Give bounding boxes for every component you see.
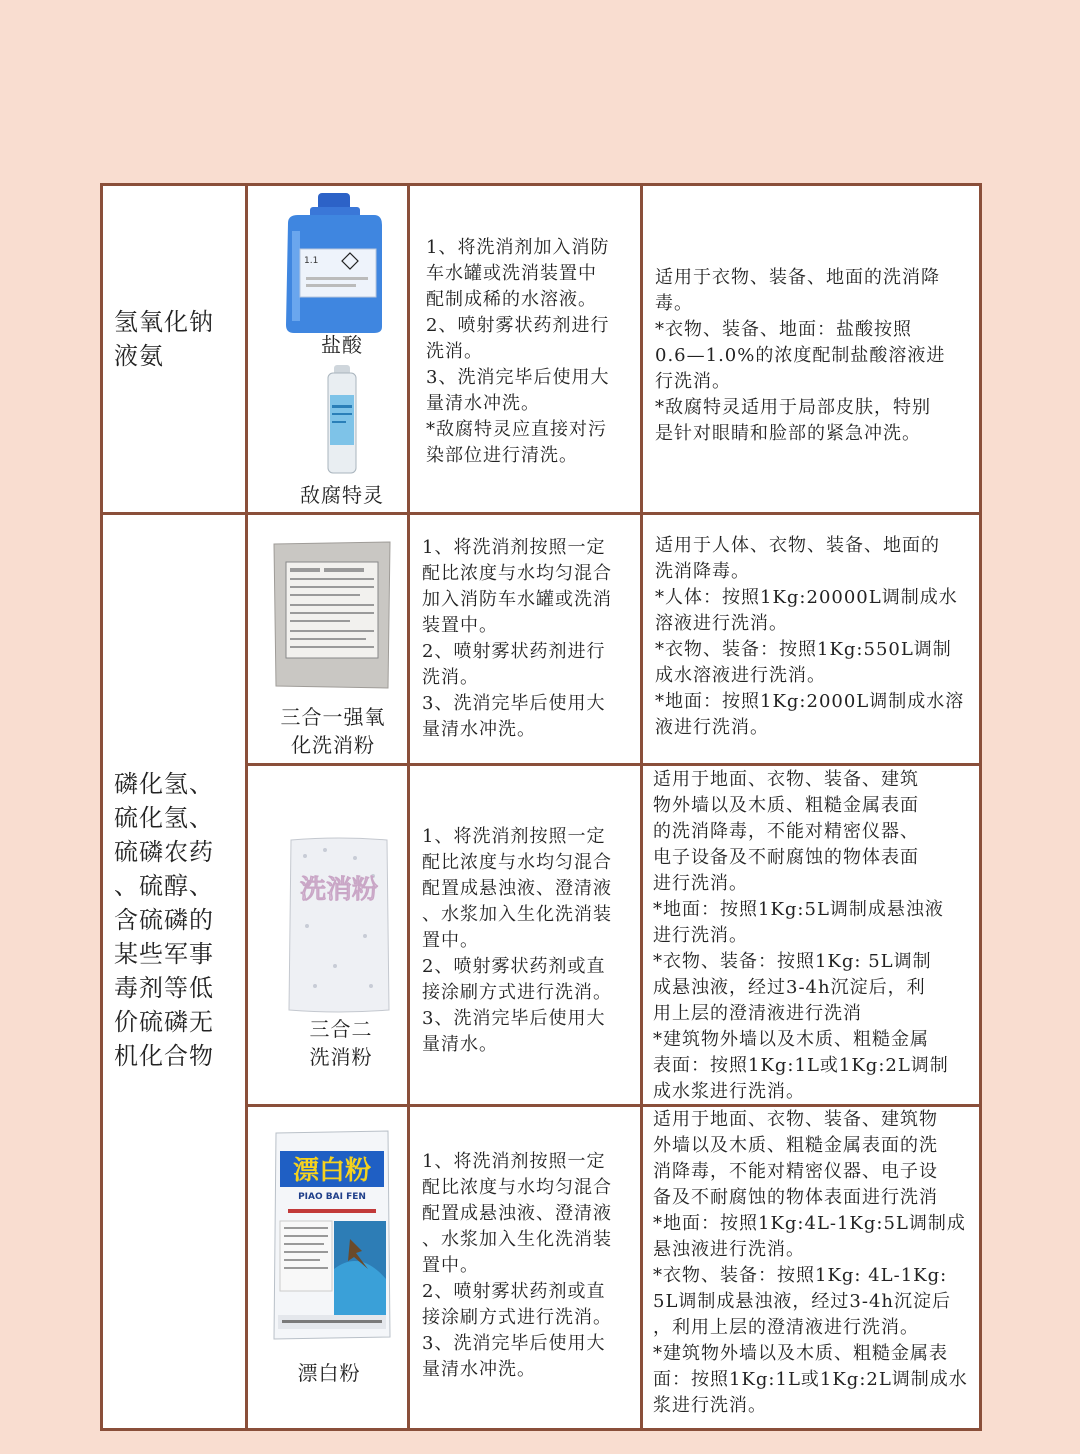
spray-can-image <box>320 365 364 477</box>
method-cell: 1、将洗消剂按照一定 配比浓度与水均匀混合 配置成悬浊液、澄清液 、水浆加入生化洗消装 置中。 2、喷射雾状药剂或直 接涂刷方式进行洗消。 3、洗消完毕后使用大 量清水。 <box>422 826 612 1055</box>
table-border-right <box>979 183 982 1431</box>
column-divider <box>245 183 248 1431</box>
notes-cell: 适用于地面、衣物、装备、建筑物 外墙以及木质、粗糙金属表面的洗 消降毒，不能对精密仪器、电子设 备及不耐腐蚀的物体表面进行洗消 *地面：按照1Kg:4L-1Kg:5L调制成 悬浊液进行洗消。 *衣物、装备：按照1Kg: 4L-1Kg: 5L调制成悬浊液，经过3-4h沉淀后 ，利用上层的澄清液进行洗消。 *建筑物外墙以及木质、粗糙金属表 面：按照1Kg:1L或1Kg:2L调制成水 浆进行洗消。 <box>653 1109 968 1416</box>
bag-printed-text: 洗消粉 <box>299 875 379 905</box>
table-border-left <box>100 183 103 1431</box>
blue-jerrycan-image <box>278 191 390 335</box>
method-cell: 1、将洗消剂按照一定 配比浓度与水均匀混合 配置成悬浊液、澄清液 、水浆加入生化洗消装 置中。 2、喷射雾状药剂或直 接涂刷方式进行洗消。 3、洗消完毕后使用大 量清水冲洗。 <box>422 1151 612 1380</box>
column-divider <box>640 183 643 1431</box>
agent-cell: 磷化氢、 硫化氢、 硫磷农药 、硫醇、 含硫磷的 某些军事 毒剂等低 价硫磷无 机化合物 <box>114 770 214 1070</box>
bleach-powder-bag-image <box>270 1129 394 1341</box>
product-name: 三合二 洗消粉 <box>309 1017 373 1069</box>
notes-cell: 适用于衣物、装备、地面的洗消降 毒。 *衣物、装备、地面：盐酸按照 0.6—1.0%的浓度配制盐酸溶液进 行洗消。 *敌腐特灵适用于局部皮肤，特别 是针对眼睛和脸部的紧急冲洗。 <box>655 267 946 444</box>
product-name: 漂白粉 <box>297 1361 361 1385</box>
column-divider <box>407 183 410 1431</box>
table-border-top <box>100 183 982 186</box>
bag-pinyin-text: PIAO BAI FEN <box>298 1192 366 1202</box>
notes-cell: 适用于人体、衣物、装备、地面的 洗消降毒。 *人体：按照1Kg:20000L调制成水 溶液进行洗消。 *衣物、装备：按照1Kg:550L调制 成水溶液进行洗消。 *地面：按照1Kg:2000L调制成水溶 液进行洗消。 <box>655 535 965 738</box>
decontamination-table <box>100 183 982 1431</box>
subrow-divider <box>245 763 982 766</box>
agent-cell: 氢氧化钠 液氨 <box>114 308 214 370</box>
table-border-bottom <box>100 1428 982 1431</box>
method-cell: 1、将洗消剂按照一定 配比浓度与水均匀混合 加入消防车水罐或洗消 装置中。 2、喷射雾状药剂进行 洗消。 3、洗消完毕后使用大 量清水冲洗。 <box>422 537 612 740</box>
bag-title-text: 漂白粉 <box>292 1156 372 1186</box>
notes-cell: 适用于地面、衣物、装备、建筑 物外墙以及木质、粗糙金属表面 的洗消降毒，不能对精密仪器、 电子设备及不耐腐蚀的物体表面 进行洗消。 *地面：按照1Kg:5L调制成悬浊液 进行洗消。 *衣物、装备：按照1Kg: 5L调制 成悬浊液，经过3-4h沉淀后，利 用上层的澄清液进行洗消 *建筑物外墙以及木质、粗糙金属 表面：按照1Kg:1L或1Kg:2L调制 成水浆进行洗消。 <box>653 769 949 1102</box>
product-name: 敌腐特灵 <box>300 483 384 507</box>
product-name: 盐酸 <box>321 333 363 357</box>
method-cell: 1、将洗消剂加入消防 车水罐或洗消装置中 配制成稀的水溶液。 2、喷射雾状药剂进行 洗消。 3、洗消完毕后使用大 量清水冲洗。 *敌腐特灵应直接对污 染部位进行清洗。 <box>426 237 610 466</box>
grey-powder-bag-image <box>270 538 394 690</box>
row-divider <box>100 512 982 515</box>
jerrycan-label-text: 1.1 <box>304 256 319 266</box>
white-powder-bag-image <box>285 836 393 1014</box>
product-name: 三合一强氧 化洗消粉 <box>280 705 386 757</box>
